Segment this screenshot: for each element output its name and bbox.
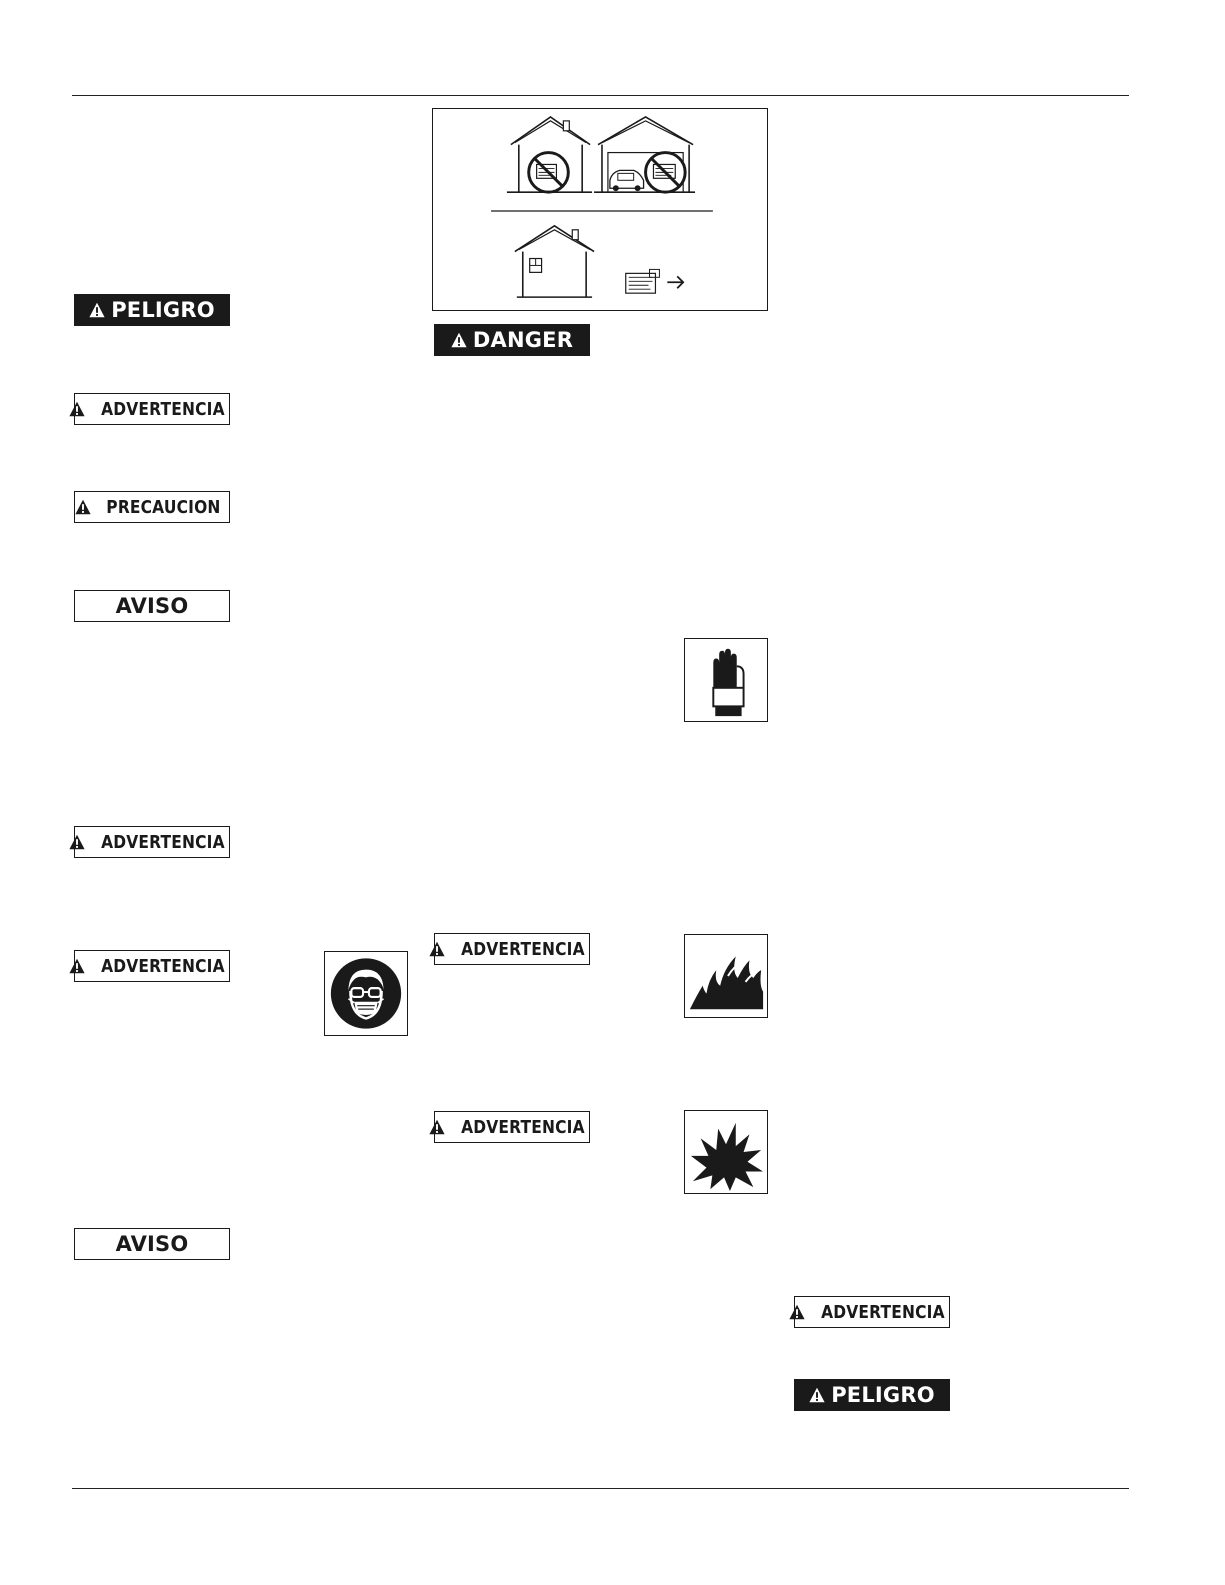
advertencia-badge <box>74 826 230 858</box>
warning-triangle-icon <box>69 834 85 850</box>
warning-triangle-icon <box>429 1119 445 1135</box>
badge-label: ADVERTENCIA <box>821 1301 945 1323</box>
badge-label: ADVERTENCIA <box>461 1116 585 1138</box>
generator-indoor-use-prohibited-illustration <box>432 108 768 311</box>
badge-label: ADVERTENCIA <box>461 938 585 960</box>
peligro-badge <box>794 1379 950 1411</box>
warning-triangle-icon <box>429 941 445 957</box>
badge-label: AVISO <box>115 1232 189 1256</box>
fire-flame-icon <box>684 934 768 1018</box>
warning-triangle-icon <box>789 1304 805 1320</box>
top-rule <box>72 95 1129 96</box>
warning-triangle-icon <box>809 1387 825 1403</box>
glove-icon <box>684 638 768 722</box>
warning-triangle-icon <box>69 958 85 974</box>
peligro-badge <box>74 294 230 326</box>
badge-label: PELIGRO <box>111 298 215 322</box>
bottom-rule <box>72 1488 1129 1489</box>
badge-label: AVISO <box>115 594 189 618</box>
advertencia-badge <box>434 1111 590 1143</box>
badge-label: PELIGRO <box>831 1383 935 1407</box>
danger-badge <box>434 324 590 356</box>
advertencia-badge <box>74 393 230 425</box>
advertencia-badge <box>74 950 230 982</box>
warning-triangle-icon <box>451 332 467 348</box>
warning-triangle-icon <box>75 499 91 515</box>
face-mask-goggles-icon <box>324 951 408 1036</box>
warning-triangle-icon <box>89 302 105 318</box>
aviso-badge <box>74 1228 230 1260</box>
aviso-badge <box>74 590 230 622</box>
advertencia-badge <box>434 933 590 965</box>
explosion-icon <box>684 1110 768 1194</box>
badge-label: PRECAUCION <box>105 496 221 518</box>
badge-label: DANGER <box>472 328 574 352</box>
warning-triangle-icon <box>69 401 85 417</box>
badge-label: ADVERTENCIA <box>101 955 225 977</box>
advertencia-badge <box>794 1296 950 1328</box>
badge-label: ADVERTENCIA <box>101 398 225 420</box>
precaucion-badge <box>74 491 230 523</box>
badge-label: ADVERTENCIA <box>101 831 225 853</box>
